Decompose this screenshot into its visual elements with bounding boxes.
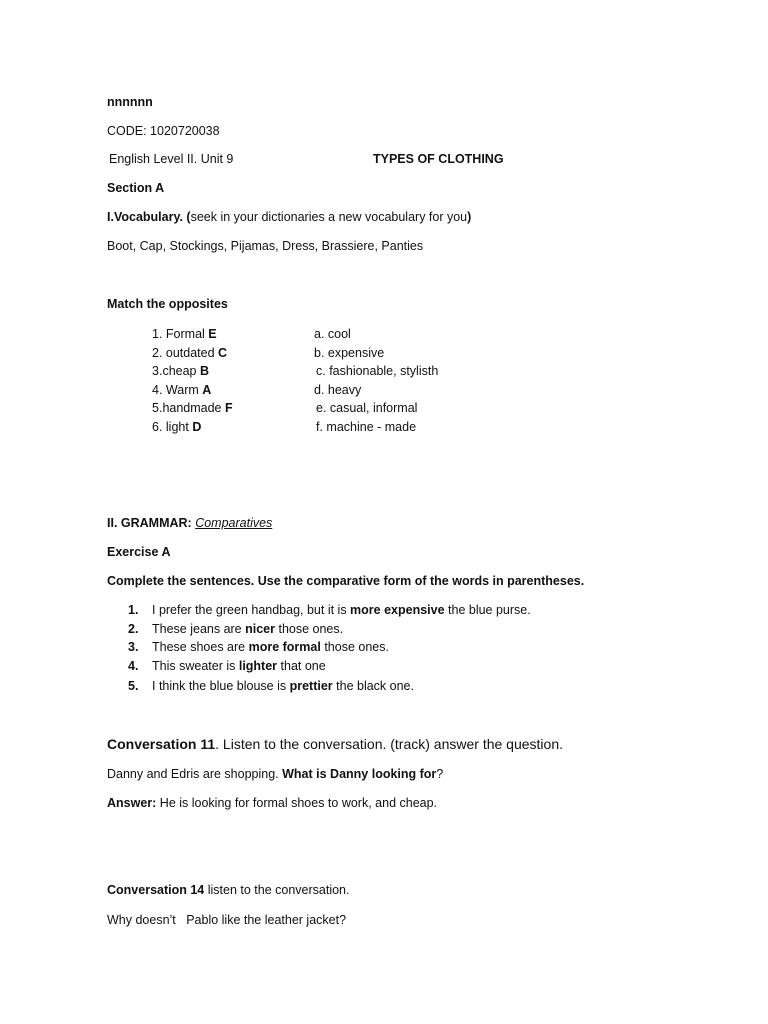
match-word: outdated xyxy=(165,346,219,360)
exercise-text: These shoes are xyxy=(152,640,249,654)
exercise-text: those ones. xyxy=(275,622,344,636)
vocabulary-words: Boot, Cap, Stockings, Pijamas, Dress, Brassiere, Panties xyxy=(107,239,424,253)
exercise-answer: more formal xyxy=(248,640,321,654)
exercise-answer: nicer xyxy=(245,622,275,636)
match-right-item: f. machine - made xyxy=(316,420,417,434)
exercise-item xyxy=(152,604,531,617)
exercise-item xyxy=(152,660,326,673)
course-title: English Level II. Unit 9 xyxy=(109,152,234,166)
exercise-answer: prettier xyxy=(289,679,333,693)
match-right-item: e. casual, informal xyxy=(316,401,418,415)
grammar-label: II. GRAMMAR: xyxy=(107,516,196,530)
exercise-text: These jeans are xyxy=(152,622,246,636)
exercise-text: the black one. xyxy=(332,679,414,693)
conversation-11-instruction: . Listen to the conversation. (track) answer the question. xyxy=(215,736,564,752)
answer-label: Answer: xyxy=(107,796,160,810)
match-answer: E xyxy=(208,327,217,341)
exercise-answer: more expensive xyxy=(350,603,445,617)
conversation-11-title: Conversation 11 xyxy=(107,736,216,752)
exercise-item xyxy=(152,641,389,654)
exercise-text: those ones. xyxy=(320,640,389,654)
section-a-title: Section A xyxy=(107,181,165,195)
exercise-item-number: 5. xyxy=(128,679,139,693)
unit-topic: TYPES OF CLOTHING xyxy=(373,152,504,166)
grammar-topic: Comparatives xyxy=(195,516,273,530)
match-word: Warm xyxy=(165,383,203,397)
exercise-item-number: 1. xyxy=(128,603,139,617)
exercise-text: I prefer the green handbag, but it is xyxy=(152,603,351,617)
student-name: nnnnnn xyxy=(107,95,153,109)
exercise-item xyxy=(152,680,414,693)
match-title: Match the opposites xyxy=(107,297,228,311)
conversation-14-question: Why doesn’t Pablo like the leather jacket? xyxy=(107,913,347,927)
exercise-text: that one xyxy=(277,659,326,673)
conversation-14-title: Conversation 14 xyxy=(107,883,205,897)
match-word: Formal xyxy=(165,327,209,341)
exercise-title: Exercise A xyxy=(107,545,171,559)
match-num: 6. xyxy=(152,420,166,434)
match-left-item xyxy=(152,347,227,360)
vocabulary-heading xyxy=(107,211,471,224)
match-left-item xyxy=(152,402,233,415)
match-word: handmade xyxy=(162,401,225,415)
match-answer: B xyxy=(199,364,209,378)
conversation-11-question: What is Danny looking for xyxy=(282,767,437,781)
conversation-11-context: Danny and Edris are shopping. xyxy=(107,767,283,781)
match-left-item xyxy=(152,384,211,397)
exercise-item-number: 4. xyxy=(128,659,139,673)
vocabulary-instruction: seek in your dictionaries a new vocabulary for you xyxy=(190,210,468,224)
conversation-11-question-end: ? xyxy=(436,767,444,781)
exercise-item-number: 3. xyxy=(128,640,139,654)
match-answer: C xyxy=(218,346,228,360)
vocabulary-close: ) xyxy=(467,210,472,224)
grammar-heading xyxy=(107,517,272,530)
conversation-11-question-line xyxy=(107,768,443,781)
conversation-11-heading xyxy=(107,737,563,751)
match-right-item: b. expensive xyxy=(314,346,385,360)
match-left-item xyxy=(152,365,209,378)
match-left-item xyxy=(152,328,217,341)
match-right-item: d. heavy xyxy=(314,383,362,397)
match-answer: D xyxy=(192,420,202,434)
match-num: 3. xyxy=(152,364,163,378)
conversation-14-heading xyxy=(107,884,350,897)
student-code: CODE: 1020720038 xyxy=(107,124,220,138)
vocabulary-label: I.Vocabulary. ( xyxy=(107,210,191,224)
conversation-14-instruction: listen to the conversation. xyxy=(204,883,350,897)
match-right-item: c. fashionable, stylisth xyxy=(316,364,439,378)
match-left-item xyxy=(152,421,201,434)
match-num: 1. xyxy=(152,327,166,341)
match-word: cheap xyxy=(162,364,200,378)
exercise-text: the blue purse. xyxy=(444,603,531,617)
conversation-11-answer-line xyxy=(107,797,437,810)
match-num: 4. xyxy=(152,383,166,397)
exercise-answer: lighter xyxy=(238,659,278,673)
match-word: light xyxy=(165,420,193,434)
match-right-item: a. cool xyxy=(314,327,351,341)
match-num: 2. xyxy=(152,346,166,360)
match-answer: A xyxy=(202,383,212,397)
exercise-instruction: Complete the sentences. Use the comparative form of the words in parentheses. xyxy=(107,574,585,588)
match-num: 5. xyxy=(152,401,163,415)
conversation-11-answer: He is looking for formal shoes to work, and cheap. xyxy=(159,796,438,810)
exercise-text: I think the blue blouse is xyxy=(152,679,290,693)
exercise-item xyxy=(152,623,343,636)
match-answer: F xyxy=(225,401,233,415)
exercise-item-number: 2. xyxy=(128,622,139,636)
exercise-text: This sweater is xyxy=(152,659,239,673)
